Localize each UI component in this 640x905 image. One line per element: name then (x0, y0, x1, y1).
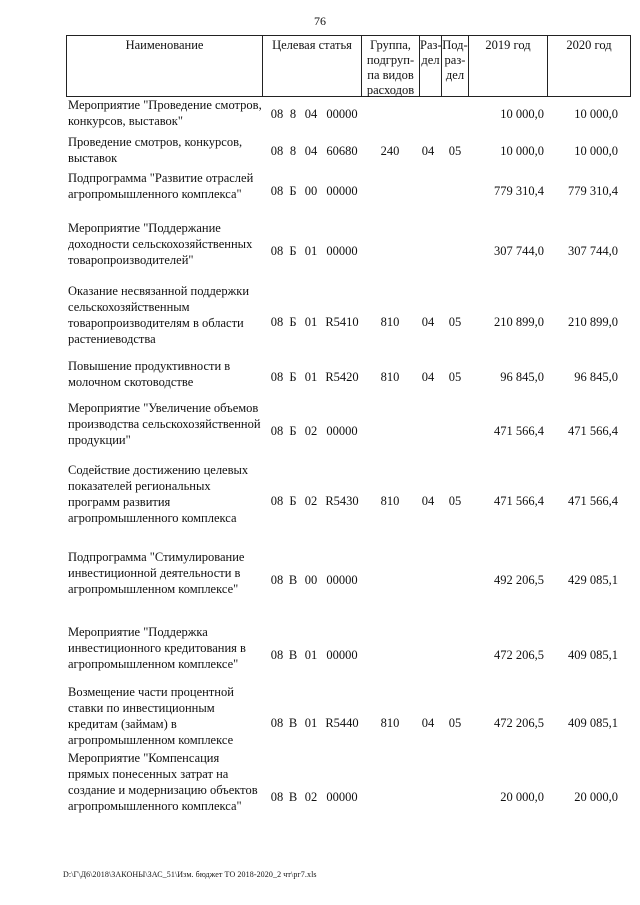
target-code-direction: 00000 (326, 648, 358, 662)
row-name: Мероприятие "Увеличение объемов производства сельскохозяйственной продукции" (68, 401, 261, 447)
header-name: Наименование (67, 36, 263, 96)
amount-2020: 429 085,1 (568, 573, 618, 587)
target-code-event: 01 (304, 315, 318, 329)
amount-2020: 409 085,1 (568, 716, 618, 730)
amount-2020: 10 000,0 (574, 144, 618, 158)
target-code-event: 01 (304, 370, 318, 384)
target-code-direction: R5420 (325, 370, 359, 384)
section-code: 04 (421, 494, 435, 508)
section-code: 04 (421, 716, 435, 730)
amount-2019: 307 744,0 (494, 244, 544, 258)
target-code-event: 04 (304, 144, 318, 158)
target-code-program: 08 (270, 107, 284, 121)
target-code-subprogram: Б (289, 244, 297, 258)
target-code-direction: 00000 (326, 573, 358, 587)
section-code: 04 (421, 315, 435, 329)
target-code-direction: R5440 (325, 716, 359, 730)
target-code-event: 02 (304, 424, 318, 438)
header-section: Раз-дел (420, 36, 442, 96)
target-code-direction: 60680 (326, 144, 358, 158)
target-code-direction: 00000 (326, 244, 358, 258)
header-2020: 2020 год (566, 38, 612, 52)
expense-group: 240 (380, 144, 400, 158)
target-code-program: 08 (270, 494, 284, 508)
amount-2020: 409 085,1 (568, 648, 618, 662)
amount-2019: 471 566,4 (494, 424, 544, 438)
header-target: Целевая статья (263, 36, 362, 96)
target-code-program: 08 (270, 648, 284, 662)
amount-2020: 10 000,0 (574, 107, 618, 121)
target-code-program: 08 (270, 184, 284, 198)
target-code-subprogram: 8 (289, 144, 297, 158)
row-name: Повышение продуктивности в молочном скотоводстве (68, 359, 231, 389)
amount-2019: 779 310,4 (494, 184, 544, 198)
row-name: Возмещение части процентной ставки по инвестиционным кредитам (займам) в агропромышленном комплексе (68, 685, 234, 747)
section-code: 04 (421, 370, 435, 384)
target-code-subprogram: В (288, 648, 298, 662)
header-group: Группа, подгруп-па видов расходов (362, 36, 420, 96)
target-code-direction: R5410 (325, 315, 359, 329)
target-code-program: 08 (270, 790, 284, 804)
amount-2019: 96 845,0 (500, 370, 544, 384)
target-code-program: 08 (270, 244, 284, 258)
header-subsection: Под-раз-дел (442, 36, 469, 96)
target-code-event: 01 (304, 244, 318, 258)
target-code-program: 08 (270, 315, 284, 329)
amount-2019: 472 206,5 (494, 648, 544, 662)
amount-2020: 210 899,0 (568, 315, 618, 329)
target-code-subprogram: 8 (289, 107, 297, 121)
row-name: Проведение смотров, конкурсов, выставок (68, 135, 243, 165)
target-code-subprogram: Б (289, 494, 297, 508)
subsection-code: 05 (448, 716, 462, 730)
amount-2019: 20 000,0 (500, 790, 544, 804)
target-code-event: 00 (304, 573, 318, 587)
file-path-footer: D:\Г\Д6\2018\ЗАКОНЫ\ЗАС_51\Изм. бюджет ТО 2018-2020_2 чт\рг7.xls (63, 870, 317, 879)
target-code-subprogram: Б (289, 184, 297, 198)
target-code-direction: 00000 (326, 184, 358, 198)
target-code-subprogram: В (288, 716, 298, 730)
target-code-subprogram: Б (289, 315, 297, 329)
header-2019: 2019 год (469, 36, 548, 96)
target-code-subprogram: Б (289, 424, 297, 438)
target-code-event: 01 (304, 648, 318, 662)
target-code-direction: R5430 (325, 494, 359, 508)
subsection-code: 05 (448, 494, 462, 508)
target-code-program: 08 (270, 144, 284, 158)
amount-2020: 471 566,4 (568, 424, 618, 438)
subsection-code: 05 (448, 315, 462, 329)
target-code-program: 08 (270, 424, 284, 438)
row-name: Мероприятие "Компенсация прямых понесенных затрат на создание и модернизацию объектов агропромышленного комплекса" (68, 751, 258, 813)
target-code-subprogram: В (288, 573, 298, 587)
row-name: Мероприятие "Поддержка инвестиционного кредитования в агропромышленном комплексе" (68, 625, 246, 671)
target-code-direction: 00000 (326, 107, 358, 121)
page-number: 76 (314, 14, 326, 28)
amount-2019: 10 000,0 (500, 144, 544, 158)
target-code-subprogram: Б (289, 370, 297, 384)
table-header (66, 35, 631, 97)
amount-2019: 471 566,4 (494, 494, 544, 508)
target-code-direction: 00000 (326, 424, 358, 438)
target-code-program: 08 (270, 716, 284, 730)
row-name: Оказание несвязанной поддержки сельскохозяйственным товаропроизводителям в области растениеводства (68, 284, 250, 346)
amount-2020: 779 310,4 (568, 184, 618, 198)
row-name: Содействие достижению целевых показателей региональных программ развития агропромышленного комплекса (68, 463, 249, 525)
target-code-event: 04 (304, 107, 318, 121)
target-code-direction: 00000 (326, 790, 358, 804)
amount-2019: 472 206,5 (494, 716, 544, 730)
expense-group: 810 (380, 716, 400, 730)
expense-group: 810 (380, 494, 400, 508)
amount-2019: 10 000,0 (500, 107, 544, 121)
row-name: Подпрограмма "Развитие отраслей агропромышленного комплекса" (68, 171, 254, 201)
target-code-event: 02 (304, 494, 318, 508)
section-code: 04 (421, 144, 435, 158)
target-code-event: 01 (304, 716, 318, 730)
target-code-event: 00 (304, 184, 318, 198)
expense-group: 810 (380, 370, 400, 384)
row-name: Подпрограмма "Стимулирование инвестиционной деятельности в агропромышленном комплексе" (68, 550, 245, 596)
amount-2020: 96 845,0 (574, 370, 618, 384)
row-name: Мероприятие "Поддержание доходности сельскохозяйственных товаропроизводителей" (68, 221, 253, 267)
amount-2020: 20 000,0 (574, 790, 618, 804)
target-code-program: 08 (270, 370, 284, 384)
subsection-code: 05 (448, 144, 462, 158)
target-code-event: 02 (304, 790, 318, 804)
target-code-subprogram: В (288, 790, 298, 804)
amount-2020: 471 566,4 (568, 494, 618, 508)
target-code-program: 08 (270, 573, 284, 587)
expense-group: 810 (380, 315, 400, 329)
amount-2020: 307 744,0 (568, 244, 618, 258)
amount-2019: 210 899,0 (494, 315, 544, 329)
subsection-code: 05 (448, 370, 462, 384)
row-name: Мероприятие "Проведение смотров, конкурсов, выставок" (68, 98, 262, 128)
amount-2019: 492 206,5 (494, 573, 544, 587)
